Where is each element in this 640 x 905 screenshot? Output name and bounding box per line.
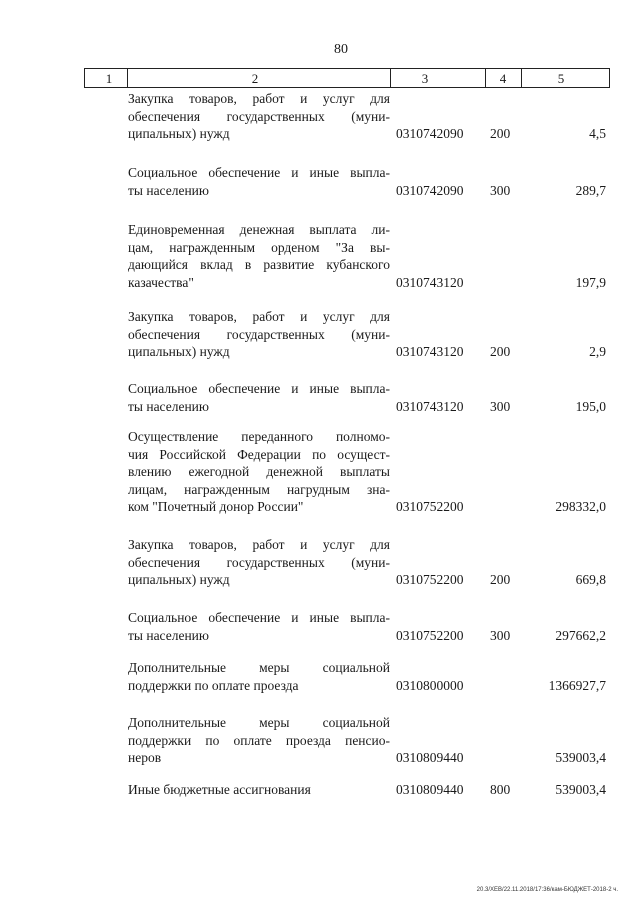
target-code: 0310752200 <box>396 499 464 514</box>
description-line: ципальных) нужд <box>128 344 230 359</box>
target-code: 0310752200 <box>396 627 464 643</box>
target-code: 0310743120 <box>396 344 464 359</box>
description-line: Дополнительные меры социальной <box>128 715 390 730</box>
amount: 539003,4 <box>555 750 606 765</box>
description-line: поддержки по оплате проезда пенсио- <box>128 732 390 748</box>
description-line: ципальных) нужд <box>128 572 230 587</box>
row-description <box>128 609 390 644</box>
row-description <box>128 308 390 361</box>
page-number: 80 <box>334 42 348 57</box>
target-code: 0310742090 <box>396 126 464 141</box>
expense-type-code: 200 <box>490 126 511 141</box>
target-code: 0310752200 <box>396 572 464 587</box>
row-description <box>128 90 390 143</box>
description-line: цам, награжденным орденом "За вы- <box>128 239 390 255</box>
description-line: Социальное обеспечение и иные выпла- <box>128 381 390 396</box>
amount: 289,7 <box>575 182 606 198</box>
description-line: обеспечения государственных (муни- <box>128 108 390 124</box>
expense-type-code: 800 <box>490 782 511 797</box>
amount: 669,8 <box>575 572 606 587</box>
amount: 298332,0 <box>555 499 606 514</box>
description-line: ты населению <box>128 398 209 414</box>
row-description <box>128 380 390 415</box>
description-line: чия Российской Федерации по осущест- <box>128 446 390 462</box>
target-code: 0310809440 <box>396 782 464 797</box>
expense-type-code: 200 <box>490 572 511 587</box>
description-line: казачества" <box>128 274 194 290</box>
description-line: Социальное обеспечение и иные выпла- <box>128 165 390 180</box>
row-description <box>128 221 390 291</box>
row-description <box>128 781 390 799</box>
description-line: Осуществление переданного полномо- <box>128 429 390 444</box>
description-line: влению ежегодной денежной выплаты <box>128 464 390 479</box>
description-line: Закупка товаров, работ и услуг для <box>128 91 390 106</box>
target-code: 0310809440 <box>396 750 464 765</box>
description-line: ты населению <box>128 182 209 198</box>
amount: 2,9 <box>589 344 606 359</box>
description-line: поддержки по оплате проезда <box>128 677 299 693</box>
description-line: обеспечения государственных (муни- <box>128 326 390 342</box>
header-col-1: 1 <box>105 71 113 86</box>
row-description <box>128 164 390 199</box>
row-description <box>128 536 390 589</box>
row-description <box>128 428 390 516</box>
header-col-4: 4 <box>499 71 507 86</box>
target-code: 0310743120 <box>396 274 464 290</box>
row-description <box>128 714 390 767</box>
target-code: 0310743120 <box>396 398 464 414</box>
description-line: ципальных) нужд <box>128 126 230 141</box>
header-col-3: 3 <box>421 71 429 86</box>
description-line: ком "Почетный донор России" <box>128 499 304 514</box>
description-line: Дополнительные меры социальной <box>128 660 390 675</box>
description-line: дающийся вклад в развитие кубанского <box>128 257 390 272</box>
description-line: Социальное обеспечение и иные выпла- <box>128 610 390 625</box>
expense-type-code: 300 <box>490 398 511 414</box>
target-code: 0310742090 <box>396 182 464 198</box>
footer-stamp: 20.3/ХЕВ/22.11.2018/17:36/кам-БЮДЖЕТ-2018-2 ч. <box>476 887 618 893</box>
description-line: Единовременная денежная выплата ли- <box>128 222 390 237</box>
description-line: лицам, награжденным нагрудным зна- <box>128 481 390 497</box>
row-description <box>128 659 390 694</box>
amount: 297662,2 <box>555 627 606 643</box>
description-line: Иные бюджетные ассигнования <box>128 782 311 797</box>
amount: 1366927,7 <box>548 677 606 693</box>
description-line: Закупка товаров, работ и услуг для <box>128 309 390 324</box>
amount: 197,9 <box>575 274 606 290</box>
expense-type-code: 200 <box>490 344 511 359</box>
amount: 539003,4 <box>555 782 606 797</box>
expense-type-code: 300 <box>490 182 511 198</box>
header-col-2: 2 <box>251 71 259 86</box>
description-line: ты населению <box>128 627 209 643</box>
target-code: 0310800000 <box>396 677 464 693</box>
description-line: обеспечения государственных (муни- <box>128 554 390 570</box>
description-line: Закупка товаров, работ и услуг для <box>128 537 390 552</box>
expense-type-code: 300 <box>490 627 511 643</box>
amount: 4,5 <box>589 126 606 141</box>
amount: 195,0 <box>575 398 606 414</box>
description-line: неров <box>128 750 162 765</box>
table-header <box>84 68 610 88</box>
header-col-5: 5 <box>557 71 565 86</box>
